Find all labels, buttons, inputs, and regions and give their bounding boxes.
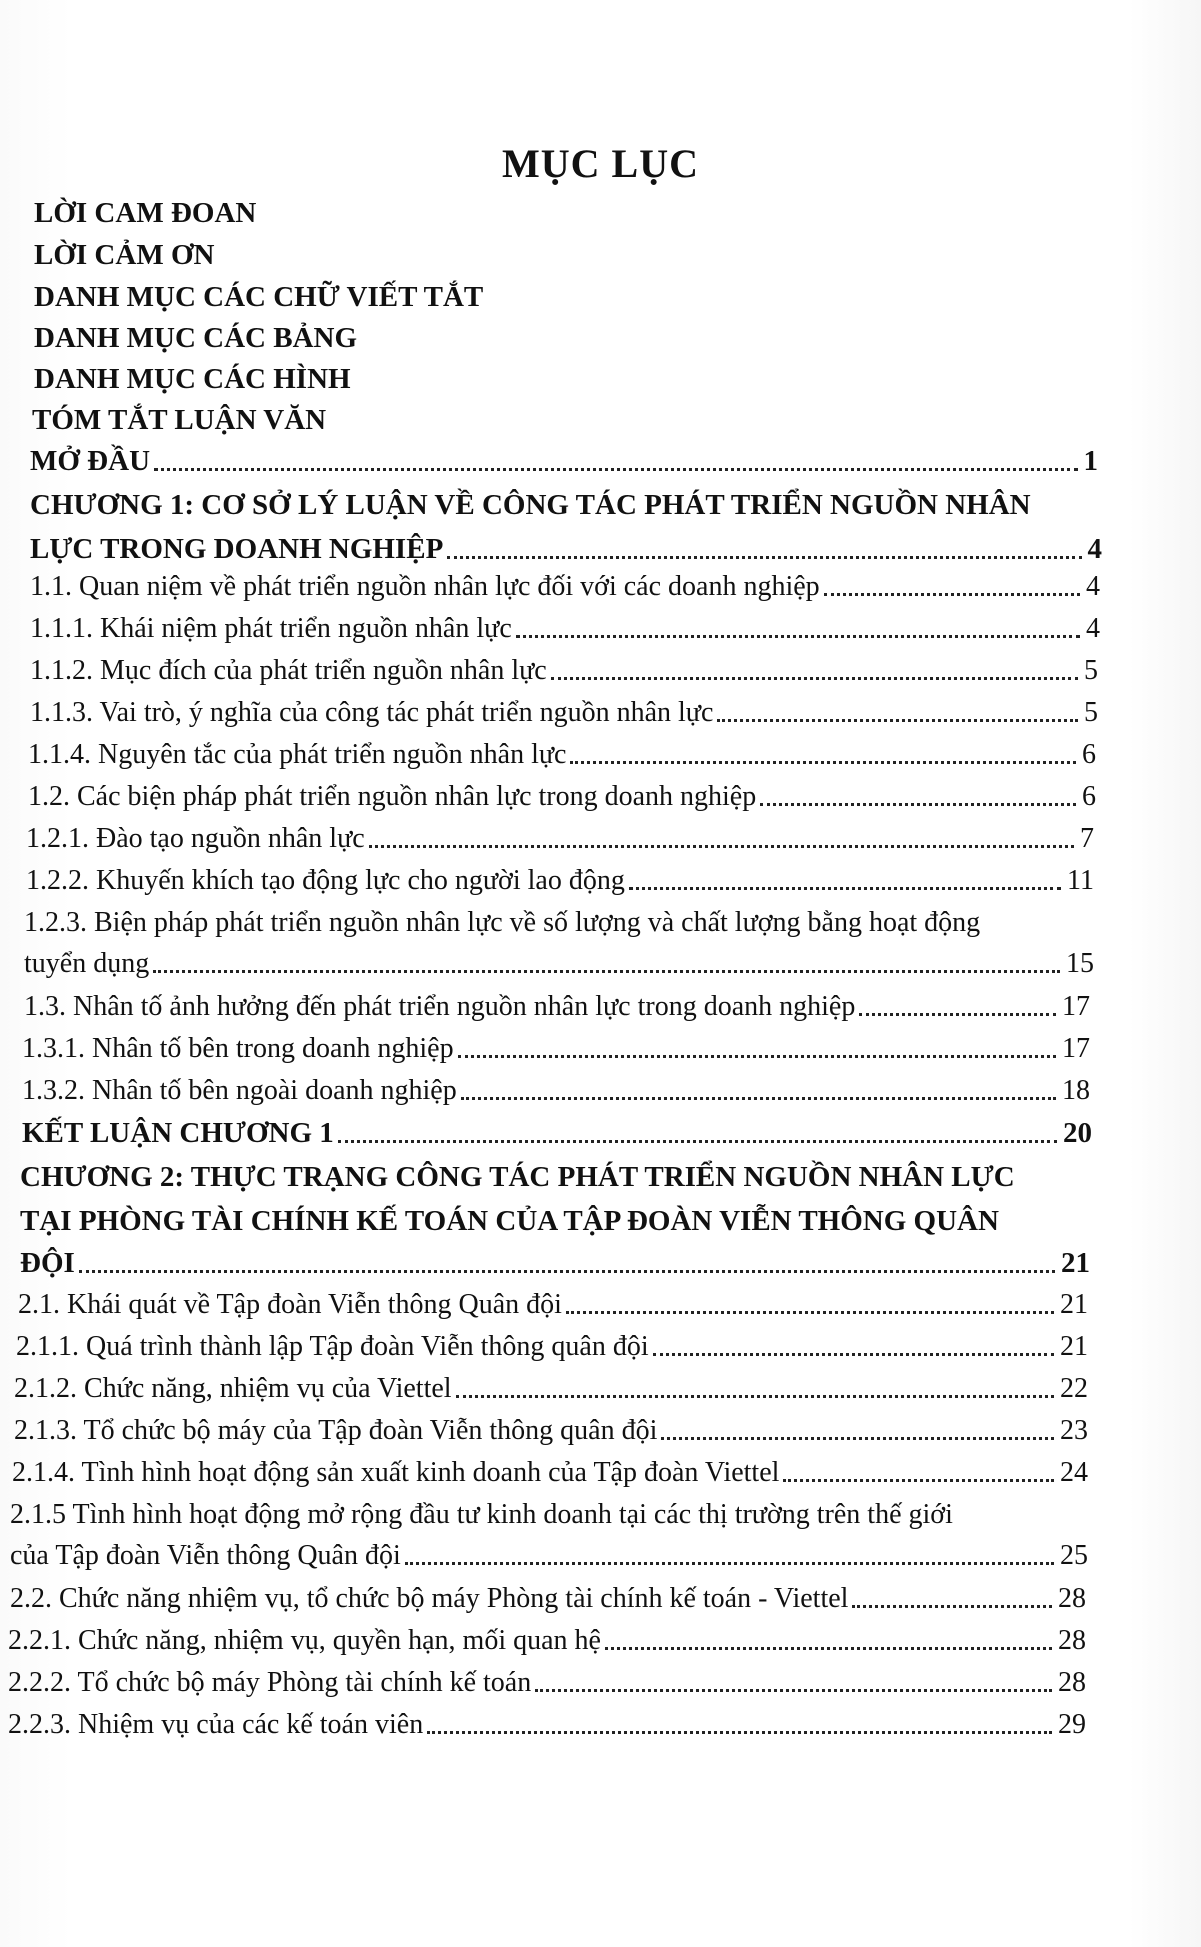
toc-entry-1-2-1[interactable] — [26, 824, 1094, 855]
toc-page-number: 28 — [1058, 1667, 1086, 1698]
toc-page-number: 17 — [1062, 1033, 1090, 1064]
toc-entry-1-3-1[interactable] — [22, 1034, 1090, 1065]
toc-page-number: 21 — [1060, 1331, 1088, 1362]
dot-leader — [79, 1270, 1055, 1273]
toc-page-number: 23 — [1060, 1415, 1088, 1446]
toc-page-number: 5 — [1084, 655, 1098, 686]
dot-leader — [783, 1479, 1054, 1482]
toc-page-number: 24 — [1060, 1457, 1088, 1488]
toc-page-number: 4 — [1087, 532, 1102, 565]
toc-entry-text: DANH MỤC CÁC CHỮ VIẾT TẮT — [34, 281, 484, 313]
toc-entry-text: MỞ ĐẦU — [30, 445, 151, 477]
dot-leader — [629, 887, 1061, 890]
toc-entry-mo-dau[interactable] — [30, 446, 1098, 478]
toc-page-number: 6 — [1082, 781, 1096, 812]
dot-leader — [824, 593, 1080, 596]
toc-entry-text: 2.2. Chức năng nhiệm vụ, tổ chức bộ máy Phòng tài chính kế toán - Viettel — [10, 1583, 849, 1614]
toc-entry-text: 2.1. Khái quát về Tập đoàn Viễn thông Quân đội — [18, 1289, 562, 1320]
toc-entry-2-1-1[interactable] — [16, 1332, 1088, 1363]
toc-entry-text: CHƯƠNG 2: THỰC TRẠNG CÔNG TÁC PHÁT TRIỂN NGUỒN NHÂN LỰC — [20, 1161, 1015, 1193]
toc-page-number: 20 — [1063, 1117, 1092, 1149]
toc-page-number: 21 — [1061, 1246, 1090, 1279]
toc-entry-1-3-2[interactable] — [22, 1076, 1090, 1107]
toc-front-1[interactable] — [34, 198, 256, 230]
toc-entry-text-cont: ĐỘI — [20, 1246, 75, 1279]
toc-page-number: 17 — [1062, 991, 1090, 1022]
dot-leader — [566, 1311, 1054, 1314]
toc-entry-1-1-4[interactable] — [28, 740, 1096, 771]
toc-entry-text: TÓM TẮT LUẬN VĂN — [32, 404, 327, 436]
toc-entry-text: 1.1.1. Khái niệm phát triển nguồn nhân lực — [30, 613, 512, 644]
toc-entry-text-cont: TẠI PHÒNG TÀI CHÍNH KẾ TOÁN CỦA TẬP ĐOÀN VIỄN THÔNG QUÂN — [20, 1204, 999, 1237]
toc-page-number: 29 — [1058, 1709, 1086, 1740]
toc-page-number: 4 — [1086, 571, 1100, 602]
dot-leader — [447, 556, 1081, 559]
dot-leader — [456, 1395, 1054, 1398]
toc-entry-1-1-1[interactable] — [30, 614, 1100, 645]
toc-entry-text: CHƯƠNG 1: CƠ SỞ LÝ LUẬN VỀ CÔNG TÁC PHÁT TRIỂN NGUỒN NHÂN — [30, 489, 1031, 521]
dot-leader — [516, 635, 1080, 638]
toc-entry-text-cont: của Tập đoàn Viễn thông Quân đội — [10, 1539, 401, 1571]
toc-entry-text: 1.3. Nhân tố ảnh hưởng đến phát triển nguồn nhân lực trong doanh nghiệp — [24, 991, 856, 1022]
dot-leader — [153, 970, 1060, 973]
toc-entry-1-2-3[interactable] — [24, 908, 1094, 980]
toc-entry-text: DANH MỤC CÁC BẢNG — [34, 322, 358, 354]
dot-leader — [760, 803, 1076, 806]
toc-entry-text: 2.2.3. Nhiệm vụ của các kế toán viên — [8, 1709, 424, 1740]
toc-page-number: 6 — [1082, 739, 1096, 770]
toc-entry-2-1-2[interactable] — [14, 1374, 1088, 1405]
toc-entry-text: 2.2.1. Chức năng, nhiệm vụ, quyền hạn, mối quan hệ — [8, 1625, 601, 1656]
toc-page-number: 7 — [1080, 823, 1094, 854]
toc-entry-2-1-3[interactable] — [14, 1416, 1088, 1447]
dot-leader — [405, 1562, 1054, 1565]
dot-leader — [458, 1055, 1056, 1058]
toc-page-number: 11 — [1067, 865, 1094, 896]
toc-entry-chapter-2[interactable] — [20, 1162, 1090, 1280]
toc-entry-2-1-4[interactable] — [12, 1458, 1088, 1489]
dot-leader — [859, 1013, 1056, 1016]
dot-leader — [154, 468, 1077, 471]
toc-entry-text-cont: LỰC TRONG DOANH NGHIỆP — [30, 532, 444, 565]
toc-entry-text: 2.2.2. Tổ chức bộ máy Phòng tài chính kế toán — [8, 1667, 532, 1698]
toc-entry-2-2[interactable] — [10, 1584, 1086, 1615]
toc-entry-text: 2.1.4. Tình hình hoạt động sản xuất kinh doanh của Tập đoàn Viettel — [12, 1457, 780, 1488]
toc-entry-text: 1.1.2. Mục đích của phát triển nguồn nhân lực — [30, 655, 547, 686]
toc-entry-text: 2.1.2. Chức năng, nhiệm vụ của Viettel — [14, 1373, 452, 1404]
dot-leader — [535, 1689, 1052, 1692]
toc-page-number: 28 — [1058, 1625, 1086, 1656]
toc-entry-text: 1.2.2. Khuyến khích tạo động lực cho người lao động — [26, 865, 625, 896]
toc-entry-text: 1.3.2. Nhân tố bên ngoài doanh nghiệp — [22, 1075, 457, 1106]
toc-entry-text: 1.1. Quan niệm về phát triển nguồn nhân lực đối với các doanh nghiệp — [30, 571, 820, 602]
toc-entry-1-1-3[interactable] — [30, 698, 1098, 729]
dot-leader — [369, 845, 1074, 848]
toc-page-number: 25 — [1060, 1539, 1088, 1571]
toc-entry-text: 2.1.5 Tình hình hoạt động mở rộng đầu tư kinh doanh tại các thị trường trên thế giới — [10, 1499, 953, 1530]
dot-leader — [717, 719, 1078, 722]
toc-entry-1-2-2[interactable] — [26, 866, 1094, 897]
toc-page-number: 15 — [1066, 947, 1094, 979]
toc-page-number: 1 — [1083, 445, 1098, 477]
toc-entry-text: 1.2.1. Đào tạo nguồn nhân lực — [26, 823, 365, 854]
dot-leader — [605, 1647, 1052, 1650]
toc-front-4[interactable] — [34, 323, 357, 355]
toc-entry-1-3[interactable] — [24, 992, 1090, 1023]
toc-entry-text: 1.2.3. Biện pháp phát triển nguồn nhân lực về số lượng và chất lượng bằng hoạt động — [24, 907, 981, 938]
toc-front-5[interactable] — [34, 364, 351, 396]
toc-entry-text: 2.1.1. Quá trình thành lập Tập đoàn Viễn thông quân đội — [16, 1331, 649, 1362]
toc-entry-ket-luan-1[interactable] — [22, 1118, 1092, 1150]
toc-front-2[interactable] — [34, 240, 214, 272]
toc-page-number: 21 — [1060, 1289, 1088, 1320]
toc-page-number: 4 — [1086, 613, 1100, 644]
toc-entry-text: DANH MỤC CÁC HÌNH — [34, 363, 351, 395]
dot-leader — [338, 1140, 1057, 1143]
toc-entry-text: LỜI CAM ĐOAN — [34, 197, 257, 229]
toc-entry-text: 1.1.4. Nguyên tắc của phát triển nguồn nhân lực — [28, 739, 567, 770]
toc-entry-text: KẾT LUẬN CHƯƠNG 1 — [22, 1117, 334, 1149]
toc-entry-text: 1.2. Các biện pháp phát triển nguồn nhân lực trong doanh nghiệp — [28, 781, 757, 812]
dot-leader — [570, 761, 1076, 764]
toc-page-number: 22 — [1060, 1373, 1088, 1404]
toc-entry-text-cont: tuyển dụng — [24, 947, 150, 979]
dot-leader — [653, 1353, 1054, 1356]
toc-page-number: 28 — [1058, 1583, 1086, 1614]
toc-page-number: 5 — [1084, 697, 1098, 728]
dot-leader — [461, 1097, 1056, 1100]
toc-entry-2-1[interactable] — [18, 1290, 1088, 1321]
toc-entry-text: 2.1.3. Tổ chức bộ máy của Tập đoàn Viễn thông quân đội — [14, 1415, 658, 1446]
dot-leader — [427, 1731, 1052, 1734]
toc-entry-2-2-2[interactable] — [8, 1668, 1086, 1699]
toc-entry-text: 1.3.1. Nhân tố bên trong doanh nghiệp — [22, 1033, 454, 1064]
toc-entry-text: LỜI CẢM ƠN — [34, 239, 215, 271]
toc-front-3[interactable] — [34, 282, 483, 314]
toc-entry-2-2-3[interactable] — [8, 1710, 1086, 1741]
toc-entry-chapter-1[interactable] — [30, 490, 1102, 566]
toc-entry-text: 1.1.3. Vai trò, ý nghĩa của công tác phát triển nguồn nhân lực — [30, 697, 714, 728]
toc-entry-2-1-5[interactable] — [10, 1500, 1088, 1572]
toc-entry-1-1-2[interactable] — [30, 656, 1098, 687]
toc-entry-1-2[interactable] — [28, 782, 1096, 813]
dot-leader — [852, 1605, 1052, 1608]
toc-entry-2-2-1[interactable] — [8, 1626, 1086, 1657]
toc-front-6[interactable] — [32, 405, 326, 437]
dot-leader — [661, 1437, 1054, 1440]
dot-leader — [551, 677, 1078, 680]
toc-entry-1-1[interactable] — [30, 572, 1100, 603]
toc-page-number: 18 — [1062, 1075, 1090, 1106]
page-title: MỤC LỤC — [502, 141, 699, 186]
